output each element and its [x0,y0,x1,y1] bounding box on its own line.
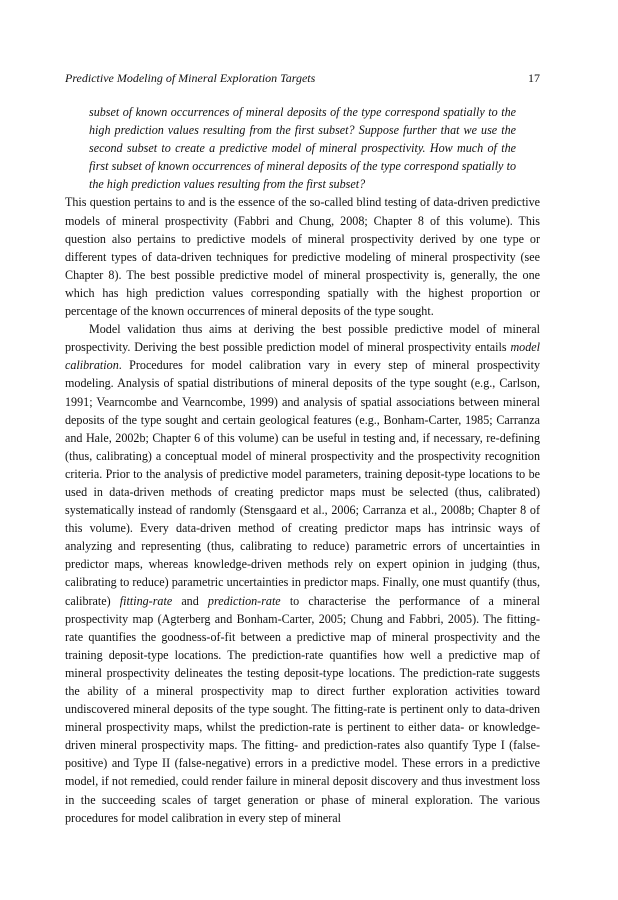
term-model-calibration: model calibration [65,340,540,373]
paragraph-1: This question pertains to and is the essence of the so-called blind testing of data-driven predictive models of mineral prospectivity (Fabbri and Chung, 2008; Chapter 8 of this volume). This question also pertains to predictive models of mineral prospectivity derived by one type or different types of data-driven techniques for predictive modeling of mineral prospectivity (see Chapter 8). The best possible predictive model of mineral prospectivity is, generally, the one which has high prediction values corresponding spatially with the highest proportion or percentage of the known occurrences of mineral deposits of the type sought. [65,195,540,319]
paragraph-2-text-c: and [172,593,208,608]
paragraph-2-text-b: . Procedures for model calibration vary in every step of mineral prospectivity modeling. Analysis of spatial distributions of mineral deposits of the type sought (e.g., Carlson, 1991; Vearncombe and Vearncombe, 1999) and analysis of spatial associations between mineral deposits of the type sought and certain geological features (e.g., Bonham-Carter, 1985; Carranza and Hale, 2002b; Chapter 6 of this volume) can be useful in testing and, if necessary, re-defining (thus, calibrating) a conceptual model of mineral prospectivity and the prospectivity recognition criteria. Prior to the analysis of predictive model parameters, training deposit-type locations to be used in data-driven methods of creating predictor maps must be selected (thus, calibrated) systematically instead of randomly (Stensgaard et al., 2006; Carranza et al., 2008b; Chapter 8 of this volume). Every data-driven method of creating predictor maps has intrinsic ways of analyzing and representing (thus, calibrating to reduce) parametric errors of uncertainties in predictor maps, whereas knowledge-driven methods rely on expert opinion in judging (thus, calibrating to reduce) parametric uncertainties in predictor maps. Finally, one must quantify (thus, calibrate) [65,358,540,608]
body-text [65,103,540,827]
running-title: Predictive Modeling of Mineral Exploration Targets [65,71,316,85]
paragraph-2 [65,320,540,827]
italic-question-block: subset of known occurrences of mineral deposits of the type correspond spatially to the high prediction values resulting from the first subset? Suppose further that we use the second subset to create a predictive model of mineral prospectivity. How much of the first subset of known occurrences of mineral deposits of the type correspond spatially to the high prediction values resulting from the first subset? [89,105,516,192]
paragraph-2-text-d: to characterise the performance of a mineral prospectivity map (Agterberg and Bonham-Carter, 2005; Chung and Fabbri, 2005). The fitting-rate quantifies the goodness-of-fit between a predictive map of mineral prospectivity and the training deposit-type locations. The prediction-rate quantifies how well a predictive map of mineral prospectivity delineates the testing deposit-type locations. The prediction-rate suggests the ability of a mineral prospectivity map to direct further exploration activities toward undiscovered mineral deposits of the type sought. The fitting-rate is pertinent only to data-driven mineral prospectivity maps, whilst the prediction-rate is pertinent to either data- or knowledge-driven mineral prospectivity maps. The fitting- and prediction-rates also quantify Type I (false-positive) and Type II (false-negative) errors in a predictive model. These errors in a predictive model, if not remedied, could render failure in mineral deposit discovery and thus investment loss in the succeeding scales of target generation or phase of mineral exploration. The various procedures for model calibration in every step of mineral [65,593,540,825]
page-header [65,70,540,86]
term-fitting-rate: fitting-rate [119,593,173,608]
page-number: 17 [528,71,540,85]
term-prediction-rate: prediction-rate [207,593,281,608]
paragraph-2-text-a: Model validation thus aims at deriving the best possible predictive model of mineral prospectivity. Deriving the best possible prediction model of mineral prospectivity entails [65,322,540,355]
